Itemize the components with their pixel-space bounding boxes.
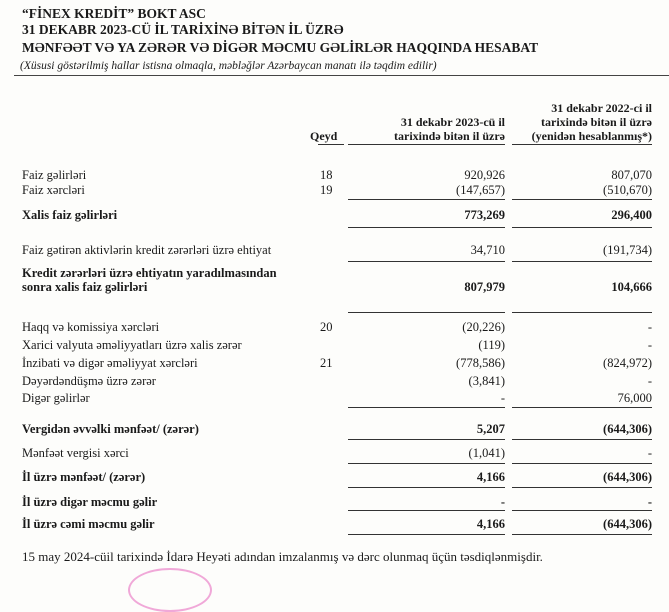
total-underline (348, 407, 505, 408)
total-underline (512, 261, 652, 262)
value-2022: - (647, 374, 652, 388)
row-note: 18 (320, 168, 333, 182)
total-underline (348, 439, 505, 440)
period-title: 31 DEKABR 2023-CÜ İL TARİXİNƏ BİTƏN İL ÜZRƏ (22, 22, 344, 37)
table-row (0, 320, 669, 336)
value-2023: (1,041) (468, 446, 505, 460)
value-2023: - (500, 495, 505, 509)
total-underline (512, 199, 652, 200)
value-2022: (644,306) (603, 422, 652, 436)
col1-header-line: 31 dekabr 2023-cü il (400, 115, 505, 129)
row-label: İl üzrə digər məcmu gəlir (22, 495, 158, 509)
table-row (0, 495, 669, 511)
value-2023: 920,926 (464, 168, 505, 182)
value-2022: - (647, 320, 652, 334)
row-label: Digər gəlirlər (22, 391, 90, 405)
value-2022: (824,972) (603, 356, 652, 370)
row-label: Faiz gəlirləri (22, 168, 87, 182)
total-underline (512, 534, 652, 535)
table-row (0, 374, 669, 390)
col2-header-line: 31 dekabr 2022-ci il (551, 101, 652, 115)
row-label: Mənfəət vergisi xərci (22, 446, 129, 460)
table-row (0, 168, 669, 184)
table-row (0, 517, 669, 533)
value-2022: 807,070 (611, 168, 652, 182)
value-2022: (510,670) (603, 183, 652, 197)
table-row (0, 208, 669, 224)
table-row (0, 446, 669, 462)
row-label: İl üzrə cəmi məcmu gəlir (22, 517, 155, 531)
row-label: Haqq və komissiya xərcləri (22, 320, 160, 334)
col2-header (532, 101, 652, 143)
value-2023: 5,207 (476, 422, 505, 436)
row-label: Kredit zərərləri üzrə ehtiyatın yaradılmasından (22, 266, 277, 280)
value-2023: 4,166 (476, 517, 505, 531)
row-label: Xarici valyuta əməliyyatları üzrə xalis zərər (22, 338, 242, 352)
approval-note: 15 may 2024-cüil tarixində İdarə Heyəti adından imzalanmış və dərc olunmaq üçün təsdiqlənmişdir. (22, 549, 543, 564)
row-label: Faiz xərcləri (22, 183, 85, 197)
table-row (0, 422, 669, 438)
company-name: “FİNEX KREDİT” BOKT ASC (22, 6, 206, 21)
row-label: İl üzrə mənfəət/ (zərər) (22, 470, 146, 484)
value-2023: 34,710 (470, 243, 505, 257)
row-label: sonra xalis faiz gəlirləri (22, 280, 148, 294)
table-row (0, 356, 669, 372)
note-underline (318, 144, 344, 145)
total-underline (512, 439, 652, 440)
value-2023: (20,226) (462, 320, 505, 334)
value-2022: (644,306) (603, 517, 652, 531)
row-label: Xalis faiz gəlirləri (22, 208, 118, 222)
table-row (0, 266, 669, 296)
row-note: 19 (320, 183, 333, 197)
col1-header-underline (348, 144, 505, 145)
total-underline (348, 487, 505, 488)
row-note: 20 (320, 320, 333, 334)
total-underline (348, 312, 505, 313)
total-underline (512, 227, 652, 228)
value-2022: - (647, 446, 652, 460)
value-2023: 807,979 (464, 280, 505, 294)
total-underline (348, 261, 505, 262)
total-underline (348, 227, 505, 228)
total-underline (512, 407, 652, 408)
stamp-seal (128, 568, 212, 612)
value-2022: 296,400 (611, 208, 652, 222)
currency-note: (Xüsusi göstərilmiş hallar istisna olmaqla, məbləğlər Azərbaycan manatı ilə təqdim edilir) (20, 60, 437, 72)
value-2023: 4,166 (476, 470, 505, 484)
value-2023: (3,841) (468, 374, 505, 388)
value-2023: (147,657) (456, 183, 505, 197)
value-2023: - (500, 391, 505, 405)
value-2022: - (647, 338, 652, 352)
col1-header (394, 115, 505, 143)
total-underline (348, 534, 505, 535)
col2-header-line: tarixində bitən il üzrə (541, 115, 652, 129)
total-underline (512, 487, 652, 488)
total-underline (512, 510, 652, 511)
col2-header-line: (yenidən hesablanmış*) (531, 129, 652, 143)
row-label: Vergidən əvvəlki mənfəət/ (zərər) (22, 422, 199, 436)
table-row (0, 391, 669, 407)
table-row (0, 470, 669, 486)
value-2022: (644,306) (603, 470, 652, 484)
total-underline (348, 510, 505, 511)
total-underline (512, 312, 652, 313)
total-underline (512, 463, 652, 464)
row-label: İnzibati və digər əməliyyat xərcləri (22, 356, 198, 370)
value-2022: 104,666 (611, 280, 652, 294)
row-label: Dəyərdəndüşmə üzrə zərər (22, 374, 156, 388)
table-row (0, 338, 669, 354)
total-underline (348, 199, 505, 200)
table-row (0, 183, 669, 199)
value-2022: 76,000 (617, 391, 652, 405)
note-column-header: Qeyd (310, 129, 338, 143)
row-note: 21 (320, 356, 333, 370)
col1-header-line: tarixində bitən il üzrə (394, 129, 505, 143)
header-divider (14, 75, 669, 76)
value-2022: (191,734) (603, 243, 652, 257)
col2-header-underline (512, 144, 652, 145)
value-2023: 773,269 (464, 208, 505, 222)
row-label: Faiz gətirən aktivlərin kredit zərərləri üzrə ehtiyat (22, 243, 272, 257)
value-2023: (119) (478, 338, 505, 352)
value-2023: (778,586) (456, 356, 505, 370)
table-row (0, 243, 669, 259)
statement-title: MƏNFƏƏT VƏ YA ZƏRƏR VƏ DİGƏR MƏCMU GƏLİRLƏR HAQQINDA HESABAT (22, 40, 539, 55)
total-underline (348, 463, 505, 464)
value-2022: - (647, 495, 652, 509)
